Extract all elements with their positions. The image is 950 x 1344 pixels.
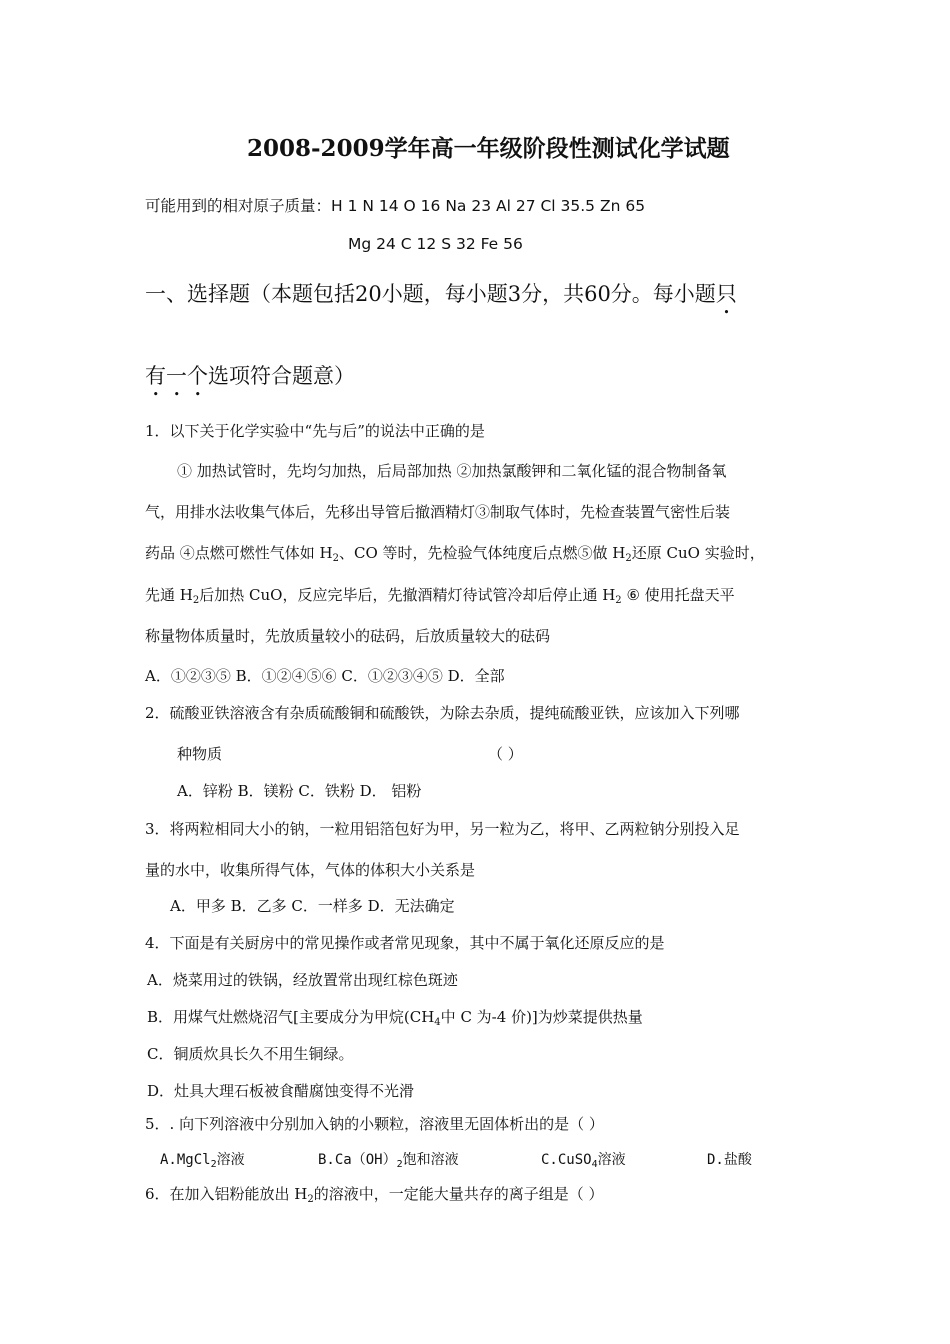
q1-options: A．①②③⑤ B．①②④⑤⑥ C．①②③④⑤ D．全部	[145, 667, 505, 685]
subscript: 2	[615, 595, 622, 606]
q5-text-part: 溶液	[597, 1152, 626, 1168]
q5-option-a	[160, 1150, 245, 1175]
subscript: 4	[434, 1017, 441, 1028]
q2-answer-paren: （ ）	[488, 745, 523, 763]
q1-text-part: 后加热 CuO，反应完毕后，先撤酒精灯待试管冷却后停止通 H	[199, 586, 616, 604]
subscript: 2	[332, 553, 339, 564]
q3-options: A．甲多 B．乙多 C．一样多 D．无法确定	[170, 897, 455, 915]
q4-option-b	[147, 1007, 643, 1033]
atomic-mass-line-1: 可能用到的相对原子质量：H 1 N 14 O 16 Na 23 Al 27 Cl 35.5 Zn 65	[145, 197, 646, 215]
q3-stem: 3．将两粒相同大小的钠，一粒用铝箔包好为甲，另一粒为乙，将甲、乙两粒钠分别投入足	[145, 820, 740, 838]
section-heading-text: 选项符合题意）	[208, 364, 355, 388]
q3-stem-cont: 量的水中，收集所得气体，气体的体积大小关系是	[145, 861, 476, 879]
q1-text-part: 药品 ④点燃可燃性气体如 H	[145, 544, 333, 562]
subscript: 2	[192, 595, 200, 606]
q2-stem: 2．硫酸亚铁溶液含有杂质硫酸铜和硫酸铁，为除去杂质，提纯硫酸亚铁，应该加入下列哪	[145, 704, 740, 722]
q6-text-part: 6．在加入铝粉能放出 H	[145, 1185, 308, 1203]
q1-text-line	[145, 585, 735, 611]
q1-text-part: 、CO 等时，先检验气体纯度后点燃⑤做 H	[339, 544, 626, 562]
subscript: 2	[396, 1159, 403, 1170]
q6-text-part: 的溶液中，一定能大量共存的离子组是（ ）	[313, 1185, 604, 1203]
q2-options: A．锌粉 B．镁粉 C．铁粉 D． 铝粉	[177, 782, 422, 800]
q1-text-part: 还原 CuO 实验时，	[631, 544, 765, 562]
section-heading-line-2	[145, 362, 355, 401]
section-heading-emphasis: 只	[715, 282, 737, 306]
section-heading-emphasis: 有一个	[145, 364, 208, 388]
subscript: 2	[625, 553, 632, 564]
q1-text-line	[145, 543, 765, 569]
q5-option-d: D.盐酸	[707, 1152, 752, 1168]
subscript: 4	[591, 1159, 598, 1170]
q4-text-part: 中 C 为-4 价)]为炒菜提供热量	[440, 1008, 643, 1026]
q5-text-part: C.CuSO	[541, 1152, 592, 1168]
q2-stem-cont: 种物质	[177, 745, 223, 763]
q1-text-line: ① 加热试管时，先均匀加热，后局部加热 ②加热氯酸钾和二氧化锰的混合物制备氧	[177, 462, 727, 480]
page-title: 2008-2009学年高一年级阶段性测试化学试题	[247, 135, 730, 162]
q5-text-part: B.Ca（OH）	[318, 1152, 397, 1168]
subscript: 2	[307, 1194, 314, 1205]
q5-text-part: 溶液	[216, 1152, 245, 1168]
q5-text-part: A.MgCl	[160, 1152, 211, 1168]
q1-text-line: 称量物体质量时，先放质量较小的砝码，后放质量较大的砝码	[145, 627, 551, 645]
atomic-mass-line-2: Mg 24 C 12 S 32 Fe 56	[348, 235, 523, 253]
q5-option-b	[318, 1150, 459, 1175]
q5-text-part: 饱和溶液	[402, 1152, 459, 1168]
q1-stem: 1．以下关于化学实验中“先与后”的说法中正确的是	[145, 422, 485, 440]
q1-text-line: 气，用排水法收集气体后，先移出导管后撤酒精灯③制取气体时，先检查装置气密性后装	[145, 503, 731, 521]
q4-stem: 4．下面是有关厨房中的常见操作或者常见现象，其中不属于氧化还原反应的是	[145, 934, 665, 952]
q4-text-part: B．用煤气灶燃烧沼气[主要成分为甲烷(CH	[147, 1008, 435, 1026]
section-heading-line-1	[145, 280, 737, 319]
q4-option-a: A．烧菜用过的铁锅，经放置常出现红棕色斑迹	[147, 971, 458, 989]
q1-text-part: ⑥ 使用托盘天平	[621, 586, 735, 604]
q5-stem: 5．. 向下列溶液中分别加入钠的小颗粒，溶液里无固体析出的是（ ）	[145, 1115, 604, 1133]
q4-option-d: D．灶具大理石板被食醋腐蚀变得不光滑	[147, 1082, 415, 1100]
q4-option-c: C．铜质炊具长久不用生铜绿。	[147, 1045, 354, 1063]
q1-text-part: 先通 H	[145, 586, 193, 604]
q5-option-c	[541, 1150, 626, 1175]
section-heading-text: 一、选择题（本题包括20小题，每小题3分，共60分。每小题	[145, 282, 716, 306]
subscript: 2	[210, 1159, 217, 1170]
q6-stem	[145, 1184, 604, 1210]
